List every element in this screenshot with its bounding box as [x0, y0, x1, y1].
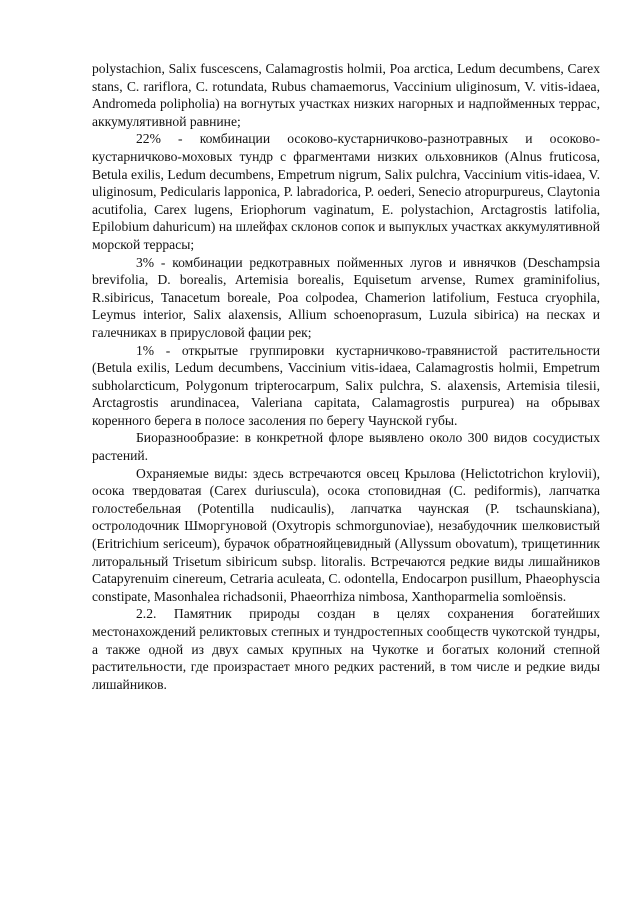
paragraph-biodiversity: Биоразнообразие: в конкретной флоре выявлено около 300 видов сосудистых растений.: [92, 430, 600, 464]
paragraph-protected-species: Охраняемые виды: здесь встречаются овсец Крылова (Helictotrichon krylovii), осока твердоватая (Carex duriuscula), осока стоповидная (C. pediformis), лапчатка голостебельная (Potentilla nudicaulis), лапчатка чаунская (P. tschaunskiana), остролодочник Шморгуновой (Oxytropis schmorgunoviae), незабудочник шелковистый (Eritrichium sericeum), бурачок обратнояйцевидный (Allyssum obovatum), трищетинник литоральный Trisetum sibiricum subsp. litoralis. Встречаются редкие виды лишайников Catapyrenuim cinereum, Cetraria aculeata, C. odontella, Endocarpon pusillum, Phaeophyscia constipate, Masonhalea richadsonii, Phaeorrhiza nimbosa, Xanthoparmelia somloënsis.: [92, 465, 600, 604]
paragraph-section-2-2: 2.2. Памятник природы создан в целях сохранения богатейших местонахождений реликтовых степных и тундростепных сообществ чукотской тундры, а также одной из двух самых крупных на Чукотке и богатых колоний степной растительности, где произрастает много редких растений, в том числе и редкие виды лишайников.: [92, 606, 600, 692]
paragraph-1-percent: 1% - открытые группировки кустарничково-травянистой растительности (Betula exilis, Ledum decumbens, Vaccinium vitis-idaea, Calamagrostis holmii, Empetrum subholarcticum, Polygonum tripterocarpum, Salix pulchra, S. alaxensis, Artemisia tilesii, Arctagrostis arundinacea, Valeriana capitata, Calamagrostis purpurea) на обрывах коренного берега в полосе засоления по берегу Чаунской губы.: [92, 342, 600, 428]
paragraph-continuation: polystachion, Salix fuscescens, Calamagrostis holmii, Poa arctica, Ledum decumbens, Carex stans, C. rariflora, C. rotundata, Rubus chamaemorus, Vaccinium uliginosum, V. vitis-idaea, Andromeda polipholia) на вогнутых участках низких нагорных и надпойменных террас, аккумулятивной равнине;: [92, 61, 600, 129]
paragraph-22-percent: 22% - комбинации осоково-кустарничково-разнотравных и осоково-кустарничково-моховых тундр с фрагментами низких ольховников (Alnus fruticosa, Betula exilis, Ledum decumbens, Empetrum nigrum, Salix pulchra, Vaccinium vitis-idaea, V. uliginosum, Pedicularis lapponica, P. labradorica, P. oederi, Senecio atropurpureus, Claytonia acutifolia, Carex lugens, Eriophorum vaginatum, E. polystachion, Arctagrostis latifolia, Epilobium dahuricum) на шлейфах склонов сопок и выпуклых участках аккумулятивной морской террасы;: [92, 131, 600, 252]
paragraph-3-percent: 3% - комбинации редкотравных пойменных лугов и ивнячков (Deschampsia brevifolia, D. borealis, Artemisia borealis, Equisetum arvense, Rumex graminifolius, R.sibiricus, Tanacetum boreale, Poa colpodea, Chamerion latifolium, Festuca cryophila, Leymus interior, Salix alaxensis, Allium schoenoprasum, Luzula sibirica) на песках и галечниках в прирусловой фации рек;: [92, 254, 600, 340]
document-page: [92, 60, 600, 693]
